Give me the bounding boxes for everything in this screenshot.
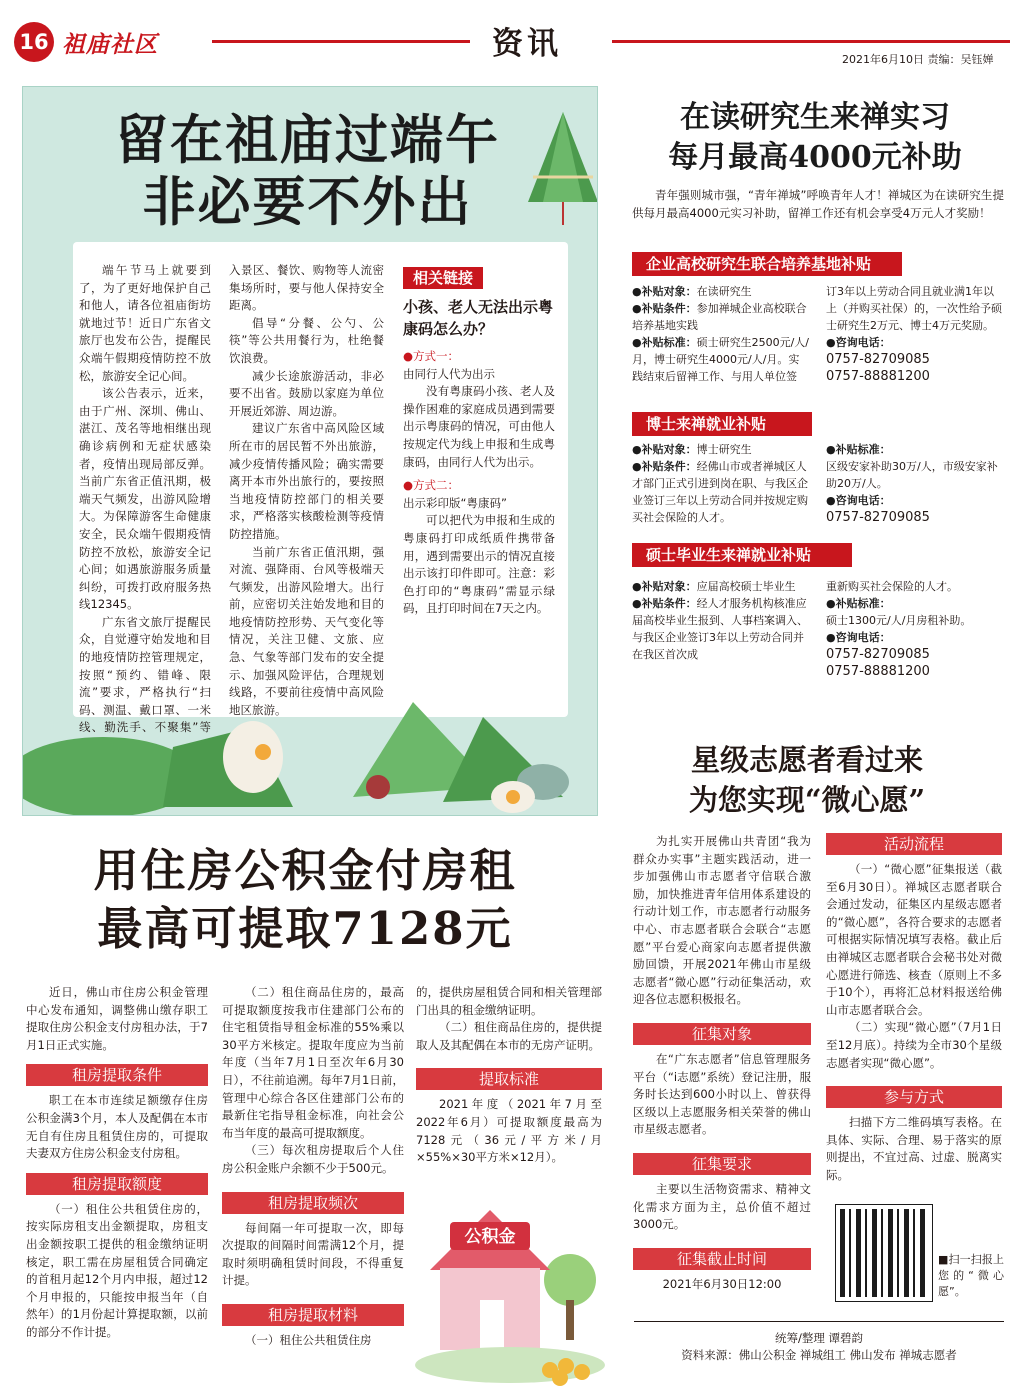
value: 硕士1300元/人/月房租补助。 [826,614,972,627]
value: 博士研究生 [696,443,752,456]
para: 入景区、餐饮、购物等人流密集场所时，要与他人保持安全距离。 [229,263,384,313]
grad-headline [630,98,1000,178]
label: ●补贴对象： [632,285,697,298]
headline-line-2: 非必要不外出 [142,171,473,233]
tag-conditions: 租房提取条件 [26,1064,208,1086]
housing-fund-col-1 [26,984,208,1342]
value: 在读研究生 [696,285,752,298]
para: 扫描下方二维码填写表格。在具体、实际、合理、易于落实的原则提出，不宜过高、过虚、脱离实际。 [826,1115,1002,1182]
method-2-title: ●方式二： [403,478,460,493]
phone: 0757-82709085 [826,352,930,367]
para: 建议广东省中高风险区域所在市的居民暂不外出旅游，减少疫情传播风险；确实需要离开本市外出旅行的，要按照当地疫情防控部门的相关要求，严格落实核酸检测等疫情防控措施。 [229,421,384,541]
grad-intro [632,187,1004,222]
para: 该公告表示，近来，由于广州、深圳、佛山、湛江、茂名等地相继出现确诊病例和无症状感染者，疫情出现局部反弹。当前广东省正值汛期，极端天气频发，出游风险增大。为保障游客生命健康安全，民众端午假期疫情防控不放松，旅游安全记心间；如遇旅游服务质量纠纷，可拨打政府服务热线12345。 [79,386,211,612]
volunteer-col-1 [633,833,811,1293]
tag-join: 参与方式 [826,1086,1002,1108]
tag-standard: 提取标准 [416,1068,602,1090]
value: 经佛山市或者禅城区人才部门正式引进到岗在职、与我区企业签订三年以上劳动合同并按规定购买社会保险的人才。 [632,460,808,524]
grad-section-3-right [826,578,1004,680]
value: 经人才服务机构核准应届高校毕业生报到、人事档案调入、与我区企业签订3年以上劳动合同并在我区首次成 [632,597,808,661]
credit-editor: 统筹/整理 谭碧韵 [774,1331,864,1345]
para: （二）租住商品住房的，提供提取人及其配偶在本市的无房产证明。 [416,1020,602,1052]
grad-section-1-title: 企业高校研究生联合培养基地补贴 [632,252,902,276]
article-col-2 [229,262,384,719]
qr-code-icon[interactable] [836,1205,932,1301]
related-link-box [403,267,555,618]
value: 订3年以上劳动合同且就业满1年以上（并购买社保）的，一次性给予硕士研究生2万元、博士4万元奖励。 [826,285,1002,332]
phone: 0757-88881200 [826,664,930,679]
para: 倡导“分餐、公勺、公筷”等公共用餐行为，杜绝餐饮浪费。 [229,315,384,365]
para: （三）每次租房提取后个人住房公积金账户余额不少于500元。 [222,1143,404,1175]
tag-target: 征集对象 [633,1023,811,1045]
brand-logo-text: 祖庙社区 [62,31,158,58]
related-question: 小孩、老人无法出示粤康码怎么办？ [403,298,554,338]
tag-requirement: 征集要求 [633,1153,811,1175]
related-tag: 相关链接 [403,267,483,289]
tag-flow: 活动流程 [826,833,1002,855]
house-illustration-icon [410,1190,615,1390]
label: ●补贴条件： [632,597,697,610]
deadline-value: 2021年6月30日12:00 [662,1276,782,1291]
masthead-rule-left [212,40,470,43]
tag-materials: 租房提取材料 [222,1304,404,1326]
method-1-title: ●方式一： [403,349,460,363]
para: 近日，佛山市住房公积金管理中心发布通知，调整佛山缴存职工提取住房公积金支付房租办法，于7月1日正式实施。 [26,985,208,1052]
para: 青年强则城市强，“青年禅城”呼唤青年人才！禅城区为在读研究生提供每月最高4000元实习补助，留禅工作还有机会享受4万元人才奖励！ [632,188,1004,220]
value: 硕士研究生2500元/人/月，博士研究生4000元/人/月。实践结束后留禅工作、与用人单位签 [632,336,810,383]
tag-deadline: 征集截止时间 [633,1248,811,1270]
headline-line-1: 用住房公积金付房租 [93,844,517,897]
value: 重新购买社会保险的人才。 [826,580,958,593]
label: ●补贴标准： [632,336,697,349]
para: （一）租住公共租赁住房 [245,1332,372,1347]
method-1-sub: 由同行人代为出示 [403,366,495,381]
housing-fund-headline [70,842,540,958]
dateline: 2021年6月10日 责编：吴钰婵 [842,53,994,66]
housing-fund-col-2 [222,984,404,1350]
grad-section-3-left [632,578,810,663]
label: ●补贴条件： [632,460,697,473]
label: ●补贴标准： [826,443,891,456]
para: 2021年度（2021年7月至2022年6月）可提取额度最高为7128元（36元/平方米/月×55%×30平方米×12月）。 [416,1097,602,1165]
grad-section-3-title: 硕士毕业生来禅就业补贴 [632,543,852,567]
label: ●补贴对象： [632,580,697,593]
headline-line-1: 留在祖庙过端午 [115,109,500,171]
tag-frequency: 租房提取频次 [222,1192,404,1214]
headline-line-1: 星级志愿者看过来 [690,743,923,777]
phone: 0757-82709085 [826,510,930,525]
label: ●咨询电话： [826,494,891,507]
grad-section-2-right [826,441,1004,526]
para: 端午节马上就要到了，为了更好地保护自己和他人，请各位祖庙街坊就地过节！近日广东省文旅厅也发布公告，提醒民众端午假期疫情防控不放松，旅游安全记心间。 [79,263,211,383]
label: ●补贴条件： [632,302,697,315]
headline-line-2: 为您实现“微心愿” [688,783,926,817]
para: （一）租住公共租赁住房的，按实际房租支出金额提取，房租支出金额按职工提供的租金缴纳证明核定，职工需在房屋租赁合同确定的首租月起12个月内申报，超过12个月申报的，只能按申报当年（自然年）的1月份起计算提取额，以前的部分不作计提。 [26,1201,208,1339]
headline-line-2: 每月最高4000元补助 [668,140,962,175]
para: （一）“微心愿”征集报送（截至6月30日）。禅城区志愿者联合会通过发动，征集区内星级志愿者的“微心愿”，各符合要求的志愿者可根据实际情况填写表格。截止后由禅城区志愿者联合会秘书处对微心愿进行筛选、核查（原则上不多于10个），再将汇总材料报送给佛山市志愿者联合会。 [826,862,1002,1017]
dragon-boat-panel [22,86,598,816]
grad-section-2-left [632,441,810,526]
dragon-boat-headline [115,109,500,233]
grad-section-1-right [826,283,1004,385]
label: ●补贴标准： [826,597,891,610]
house-sign: 公积金 [464,1227,516,1247]
credit-block [634,1330,1004,1364]
para: 当前广东省正值汛期，强对流、强降雨、台风等极端天气频发，出游风险增大。出行前，应密切关注始发地和目的地疫情防控形势、天气变化等情况，关注卫健、文旅、应急、气象等部门发布的安全提示、加强风险评估，合理规划线路，不要前往疫情中高风险地区旅游。 [229,544,384,717]
para: 的，提供房屋租赁合同和相关管理部门出具的租金缴纳证明。 [416,985,602,1017]
page-number: 16 [14,22,54,62]
label: ●补贴对象： [632,443,697,456]
phone: 0757-88881200 [826,369,930,384]
method-1-body: 没有粤康码小孩、老人及操作困难的家庭成员遇到需要出示粤康码的情况，可由他人按规定代为线上申报和生成粤康码，由同行人代为出示。 [403,384,555,469]
volunteer-col-2 [826,833,1002,1185]
label: ●咨询电话： [826,336,891,349]
para: （二）实现“微心愿”（7月1日至12月底）。持续为全市30个星级志愿者实现“微心愿”。 [826,1020,1002,1070]
para: 每间隔一年可提取一次，即每次提取的间隔时间需满12个月，提取时须明确租赁时间段，不得重复计提。 [222,1220,404,1288]
credit-source: 资料来源：佛山公积金 禅城组工 佛山发布 禅城志愿者 [681,1348,957,1362]
volunteer-headline [642,740,972,820]
grad-section-2-title: 博士来禅就业补贴 [632,412,812,436]
para: 减少长途旅游活动，非必要不出省。鼓励以家庭为单位开展近郊游、周边游。 [229,368,384,418]
credit-rule [634,1321,1004,1322]
grad-section-1-left [632,283,810,385]
housing-fund-col-3 [416,984,602,1167]
zongzi-bottom-icon [23,687,598,816]
para: 在“广东志愿者”信息管理服务平台（“i志愿”系统）登记注册，服务时长达到600小时以上、曾获得区级以上志愿服务相关荣誉的佛山市星级志愿者。 [633,1051,811,1137]
para: 职工在本市连续足额缴存住房公积金满3个月，本人及配偶在本市无自有住房且租赁住房的，可提取夫妻双方住房公积金支付房租。 [26,1093,208,1161]
label: ●咨询电话： [826,631,891,644]
zongzi-top-icon [523,107,598,227]
headline-line-2: 最高可提取7128元 [97,902,513,955]
value: 区级安家补助30万/人，市级安家补助20万/人。 [826,460,998,490]
masthead-rule-right [612,40,1010,43]
tag-amount: 租房提取额度 [26,1173,208,1195]
para: （二）租住商品住房的，最高可提取额度按我市住建部门公布的住宅租赁指导租金标准的55%乘以30平方米核定。提取年度应为当前年度（当年7月1日至次年6月30日），不往前追溯。每年7月1日前，管理中心综合各区住建部门公布的最新住宅指导租金标准，向社会公布当年度的最高可提取额度。 [222,985,404,1140]
headline-line-1: 在读研究生来禅实习 [680,100,950,135]
para: 为扎实开展佛山共青团“我为群众办实事”主题实践活动，进一步加强佛山市志愿者守信联合激励，加快推进青年信用体系建设的行动计划工作，市志愿者行动服务中心、市志愿者联合会联合“志愿愿”平台爱心商家向志愿者提供激励回馈，开展2021年佛山市星级志愿者“微心愿”行动征集活动，欢迎各位志愿积极报名。 [633,834,811,1007]
method-2-body: 可以把代为申报和生成的粤康码打印成纸质件携带备用，遇到需要出示的情况直接出示该打印件即可。注意：彩色打印的“粤康码”需显示绿码，且打印时间在7天之内。 [403,513,555,616]
qr-caption: ■扫一扫报上您的“微心愿”。 [938,1253,1004,1298]
section-title: 资讯 [492,26,562,62]
value: 应届高校硕士毕业生 [696,580,796,593]
method-2-sub: 出示彩印版“粤康码” [403,495,507,510]
phone: 0757-82709085 [826,647,930,662]
para: 广东省文旅厅提醒民众，自觉遵守始发地和目的地疫情防控管理规定，按照“预约、错峰、限流”要求，严格执行“扫码、测温、戴口罩、一米线、勤洗手、不聚集”等 [79,614,211,735]
value: 参加禅城企业高校联合培养基地实践 [632,302,807,332]
para: 主要以生活物资需求、精神文化需求方面为主，总价值不超过3000元。 [633,1181,811,1232]
